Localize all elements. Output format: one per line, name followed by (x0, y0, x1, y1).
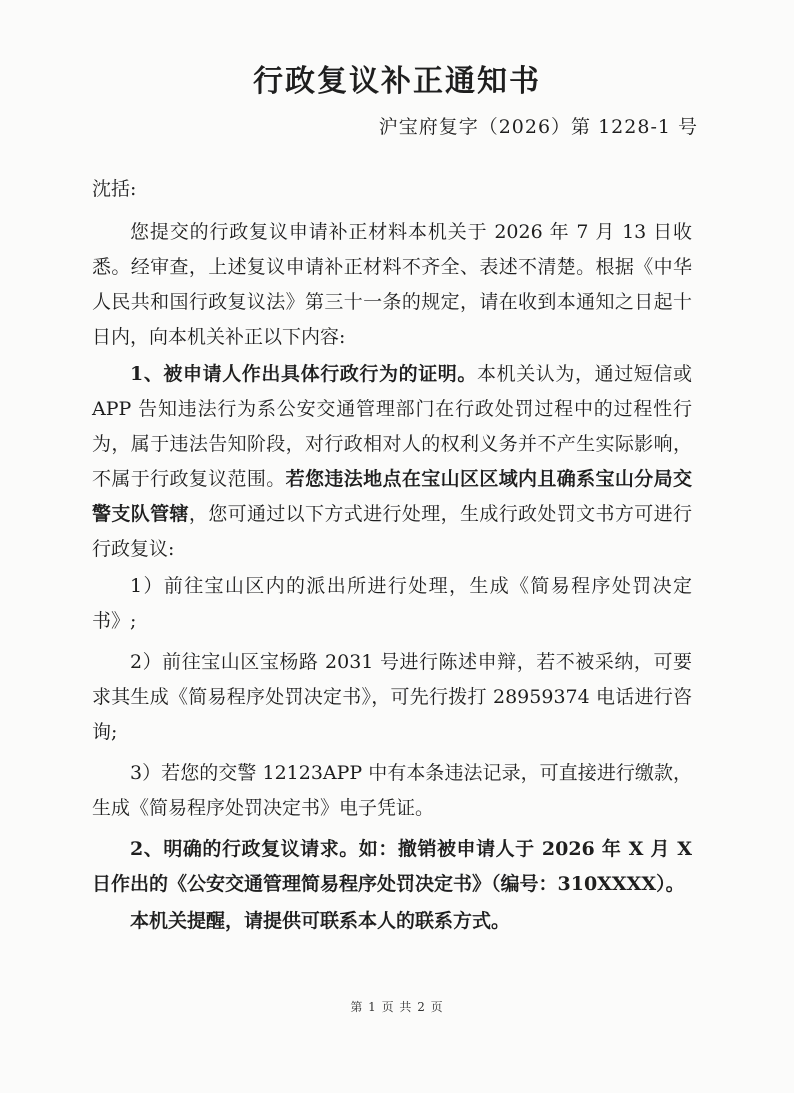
section-1-heading: 1、被申请人作出具体行政行为的证明。 (130, 363, 477, 385)
document-number: 沪宝府复字（2026）第 1228-1 号 (378, 116, 698, 138)
document-body (92, 172, 692, 941)
section-2-heading: 2、明确的行政复议请求。 (130, 838, 359, 860)
list-item: 2）前往宝山区宝杨路 2031 号进行陈述申辩，若不被采纳，可要求其生成《简易程序处罚决定书》，可先行拨打 28959374 电话进行咨询; (92, 651, 692, 743)
list-item: 1）前往宝山区内的派出所进行处理，生成《简易程序处罚决定书》; (92, 575, 692, 632)
section-2-paragraph (92, 832, 692, 902)
reminder-text: 本机关提醒，请提供可联系本人的联系方式。 (130, 910, 511, 932)
section-1-paragraph (92, 357, 692, 567)
reminder-paragraph (92, 904, 692, 939)
document-title: 行政复议补正通知书 (253, 64, 541, 99)
section-1-text-continued: ，您可通过以下方式进行处理，生成行政处罚文书方可进行行政复议: (92, 503, 692, 560)
salutation: 沈括: (92, 178, 137, 200)
section-2-text: 如：撤销被申请人于 2026 年 X 月 X 日作出的《公安交通管理简易程序处罚决定书》（编号：310XXXX）。 (92, 838, 692, 895)
section-1-emphasis: 若您违法地点在宝山区区域内且确系宝山分局交警支队管辖 (92, 468, 692, 525)
list-item: 3）若您的交警 12123APP 中有本条违法记录，可直接进行缴款，生成《简易程序处罚决定书》电子凭证。 (92, 762, 692, 819)
intro-paragraph: 您提交的行政复议申请补正材料本机关于 2026 年 7 月 13 日收悉。经审查，上述复议申请补正材料不齐全、表述不清楚。根据《中华人民共和国行政复议法》第三十一条的规定，请在收到本通知之日起十日内，向本机关补正以下内容: (92, 221, 692, 348)
section-1-text: 本机关认为，通过短信或 APP 告知违法行为系公安交通管理部门在行政处罚过程中的过程性行为，属于违法告知阶段，对行政相对人的权利义务并不产生实际影响，不属于行政复议范围。 (92, 363, 692, 490)
page-footer: 第 1 页 共 2 页 (350, 1000, 444, 1014)
